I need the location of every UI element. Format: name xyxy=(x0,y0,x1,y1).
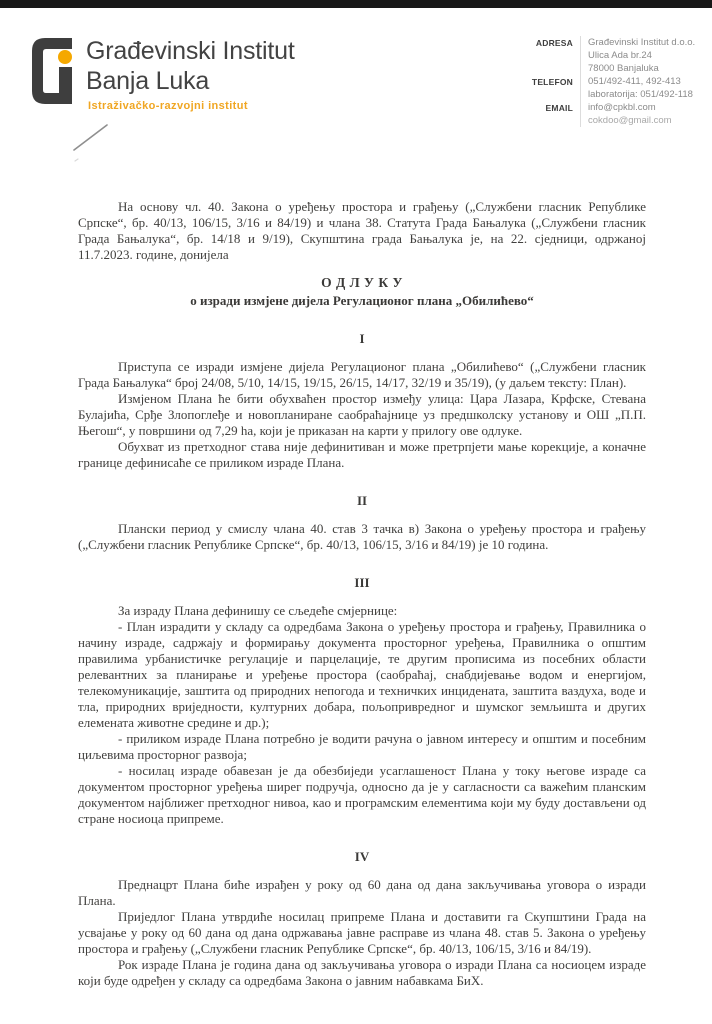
intro-paragraph: На основу чл. 40. Закона о уређењу простора и грађењу („Службени гласник Републике Српске“, бр. 40/13, 106/15, 3/16 и 84/19) и члана 38. Статута Града Бањалука („Службени гласник Града Бањалука“, бр. 14/18 и 9/19), Скупштина града Бањалука је, на 22. сједници, одржаној 11.7.2023. године, донијела xyxy=(78,199,646,262)
contact-value: Ulica Ada br.24 xyxy=(588,50,652,61)
decision-document xyxy=(0,199,712,989)
decision-title: О Д Л У К У xyxy=(321,275,403,290)
handwritten-mark xyxy=(68,118,114,164)
decision-subtitle: о изради измјене дијела Регулационог плана „Обилићево“ xyxy=(190,293,534,308)
contact-row-email xyxy=(524,101,700,127)
contact-label-adresa: ADRESA xyxy=(535,38,573,48)
section-heading-4: IV xyxy=(354,849,370,864)
company-name-line1: Građevinski Institut xyxy=(86,37,295,65)
company-name xyxy=(86,36,295,96)
contact-row-telefon xyxy=(524,75,700,101)
paragraph: - носилац израде обавезан је да обезбиједи усаглашеност Плана у току његове израде са документом просторног уређења ширег подручја, односно да је у сагласности са важећим планским документом најближег претходног нивоа, као и програмским елементима који му буду достављени од стране носиоца припреме. xyxy=(78,763,646,826)
section-heading-3: III xyxy=(354,575,370,590)
contact-value: cokdoo@gmail.com xyxy=(588,115,672,126)
company-name-line2: Banja Luka xyxy=(86,67,210,95)
paragraph: - План израдити у складу са одредбама Закона о уређењу простора и грађењу, Правилника о начину израде, садржају и формирању документа просторног уређења, Правилника о општим правилима урбанистичке регулације и парцелације, те другим прописима из посебних области релевантних за планирање и уређење простора (саобраћај, снабдијевање водом и енергијом, телекомуникације, заштита од природних непогода и техничких инцидената, заштита ваздуха, воде и тла, природних вриједности, културних добара, пољопривредног и шумског земљишта и других елемената животне средине и др.); xyxy=(78,619,646,730)
contact-value: Građevinski Institut d.o.o. xyxy=(588,37,696,48)
paragraph: - приликом израде Плана потребно је водити рачуна о јавном интересу и општим и посебним циљевима просторног развоја; xyxy=(78,731,646,762)
paragraph: За израду Плана дефинишу се сљедеће смјернице: xyxy=(118,603,398,618)
paragraph: Измјеном Плана ће бити обухваћен простор између улица: Цара Лазара, Крфске, Стевана Булајића, Срђе Злопоглеђе и новопланиране саобраћајнице уз предшколску установу и ОШ „П.П. Његош“, у површини од 7,29 ha, који је приказан на карти у прилогу ове одлуке. xyxy=(78,391,646,438)
contact-label-email: EMAIL xyxy=(545,103,573,113)
company-logo xyxy=(32,38,76,109)
contact-label-telefon: TELEFON xyxy=(531,77,573,87)
contact-value: info@cpkbl.com xyxy=(588,102,656,113)
contact-row-adresa xyxy=(524,36,700,75)
section-heading-2: II xyxy=(356,493,368,508)
section-heading-1: I xyxy=(359,331,365,346)
contact-values-telefon xyxy=(580,75,693,101)
contact-value: laboratorija: 051/492-118 xyxy=(588,89,693,100)
scan-top-edge xyxy=(0,0,712,8)
paragraph: Приступа се изради измјене дијела Регулационог плана „Обилићево“ („Службени гласник Града Бањалука“ број 24/08, 5/10, 14/15, 19/15, 26/15, 14/17, 32/19 и 35/19), (у даљем тексту: План). xyxy=(78,359,646,390)
contact-value: 051/492-411, 492-413 xyxy=(588,76,681,87)
company-tagline: Istraživačko-razvojni institut xyxy=(88,100,248,112)
paragraph: Приједлог Плана утврдиће носилац припреме Плана и доставити га Скупштини Града на усвајање у року од 60 дана од дана одржавања јавне расправе из члана 48. став 5. Закона о уређењу простора и грађењу („Службени гласник Републике Српске“, бр. 40/13, 106/15, 3/16 и 84/19). xyxy=(78,909,646,956)
paragraph: Преднацрт Плана биће израђен у року од 60 дана од дана закључивања уговора о изради Плана. xyxy=(78,877,646,908)
logo-gi-icon xyxy=(32,38,76,104)
contact-block xyxy=(524,36,700,127)
paragraph: Обухват из претходног става није дефинитиван и може претрпјети мање корекције, а коначне границе дефинисаће се приликом израде Плана. xyxy=(78,439,646,470)
paragraph: Рок израде Плана је година дана од закључивања уговора о изради Плана са носиоцем израде који буде одређен у складу са одредбама Закона о јавним набавкама БиХ. xyxy=(78,957,646,988)
paragraph: Плански период у смислу члана 40. став 3 тачка в) Закона о уређењу простора и грађењу („Службени гласник Републике Српске“, бр. 40/13, 106/15, 3/16 и 84/19) је 10 година. xyxy=(78,521,646,552)
contact-value: 78000 Banjaluka xyxy=(588,63,659,74)
contact-values-email xyxy=(580,101,672,127)
contact-values-adresa xyxy=(580,36,695,75)
